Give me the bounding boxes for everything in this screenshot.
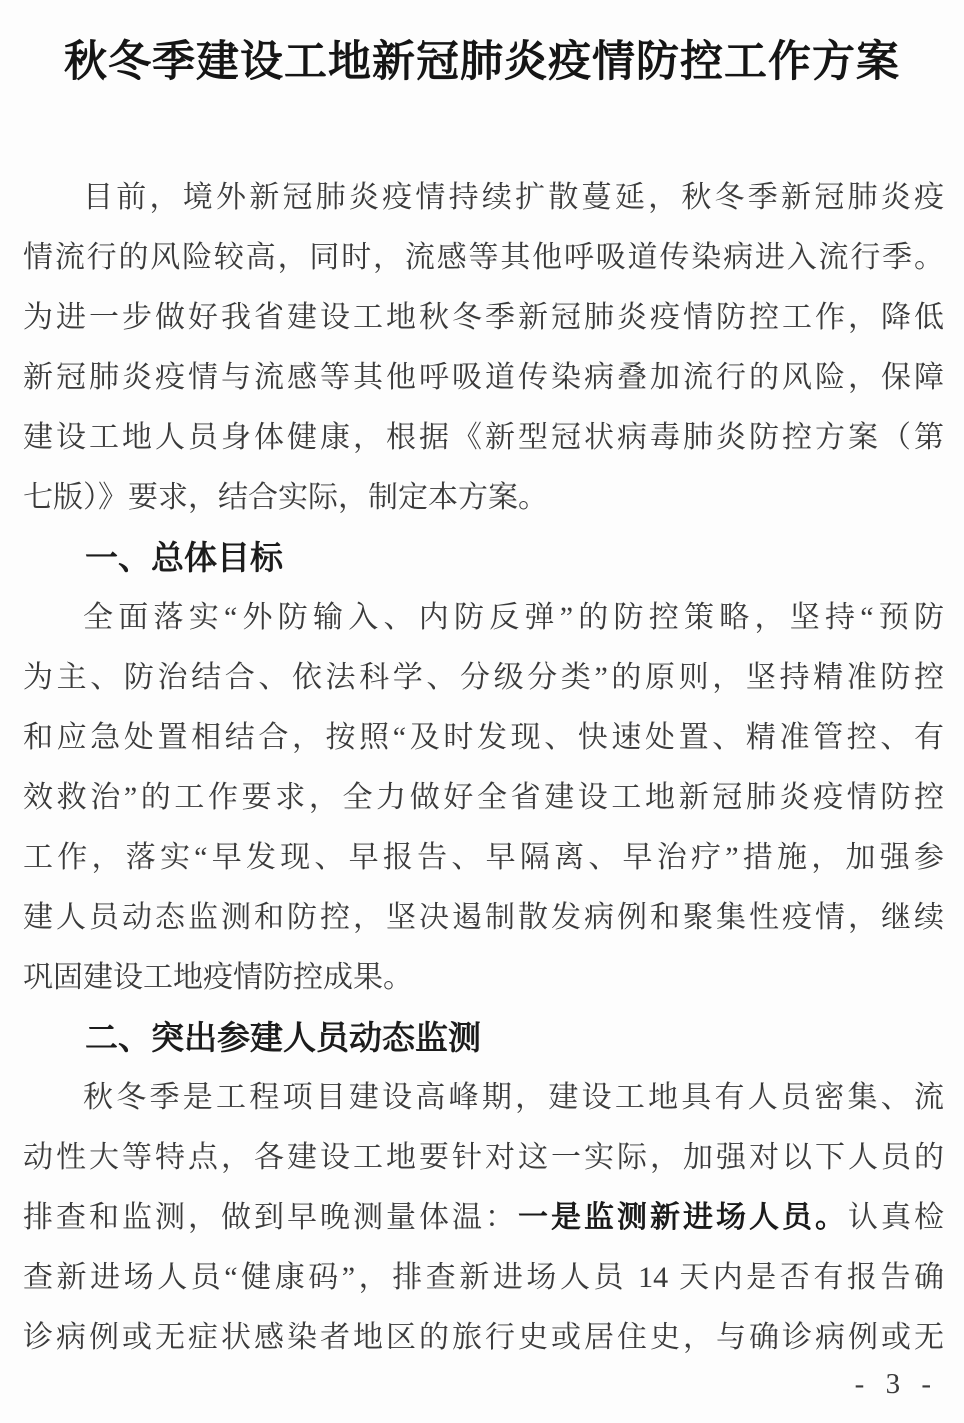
body-text: 和应急处置相结合，按照“及时发现、快速处置、精准管控、有 xyxy=(23,721,944,754)
text-line xyxy=(23,708,944,768)
body-text: 全面落实“外防输入、内防反弹”的防控策略，坚持“预防 xyxy=(83,601,944,634)
body-text: 排查和监测，做到早晚测量体温： xyxy=(23,1201,518,1234)
text-line xyxy=(23,828,944,888)
body-text: 动性大等特点，各建设工地要针对这一实际，加强对以下人员的 xyxy=(23,1141,944,1174)
text-line xyxy=(23,348,944,408)
body-text: 巩固建设工地疫情防控成果。 xyxy=(23,961,413,994)
body-text: 秋冬季是工程项目建设高峰期，建设工地具有人员密集、流 xyxy=(83,1081,944,1114)
body-text: 工作，落实“早发现、早报告、早隔离、早治疗”措施，加强参 xyxy=(23,841,944,874)
section-heading: 一、总体目标 xyxy=(85,539,283,576)
text-line xyxy=(23,468,944,528)
body-text: 认真检 xyxy=(848,1201,944,1234)
body-text: 为主、防治结合、依法科学、分级分类”的原则，坚持精准防控 xyxy=(23,661,944,694)
body-text: 新冠肺炎疫情与流感等其他呼吸道传染病叠加流行的风险，保障 xyxy=(23,361,944,394)
text-line xyxy=(23,1308,944,1368)
document-body xyxy=(23,168,944,1368)
body-text: 查新进场人员“健康码”，排查新进场人员 14 天内是否有报告确 xyxy=(23,1261,944,1294)
text-line xyxy=(23,168,944,228)
emphasis-text: 一是监测新进场人员。 xyxy=(518,1201,848,1234)
text-line xyxy=(23,288,944,348)
body-text: 情流行的风险较高，同时，流感等其他呼吸道传染病进入流行季。 xyxy=(23,241,944,274)
text-line xyxy=(23,768,944,828)
body-text: 目前，境外新冠肺炎疫情持续扩散蔓延，秋冬季新冠肺炎疫 xyxy=(83,181,944,214)
text-line xyxy=(23,588,944,648)
body-text: 诊病例或无症状感染者地区的旅行史或居住史，与确诊病例或无 xyxy=(23,1321,944,1354)
body-text: 建设工地人员身体健康，根据《新型冠状病毒肺炎防控方案（第 xyxy=(23,421,944,454)
document-title: 秋冬季建设工地新冠肺炎疫情防控工作方案 xyxy=(64,39,900,86)
text-line xyxy=(23,408,944,468)
text-line xyxy=(23,648,944,708)
page-number: - 3 - xyxy=(854,1368,938,1400)
text-line xyxy=(23,1188,944,1248)
text-line xyxy=(23,1128,944,1188)
text-line xyxy=(23,948,944,1008)
body-text: 效救治”的工作要求，全力做好全省建设工地新冠肺炎疫情防控 xyxy=(23,781,944,814)
text-line xyxy=(23,1248,944,1308)
body-text: 七版）》要求，结合实际，制定本方案。 xyxy=(23,481,548,514)
text-line xyxy=(23,888,944,948)
text-line xyxy=(23,228,944,288)
text-line xyxy=(23,1068,944,1128)
body-text: 为进一步做好我省建设工地秋冬季新冠肺炎疫情防控工作，降低 xyxy=(23,301,944,334)
body-text: 建人员动态监测和防控，坚决遏制散发病例和聚集性疫情，继续 xyxy=(23,901,944,934)
section-heading: 二、突出参建人员动态监测 xyxy=(85,1019,481,1056)
